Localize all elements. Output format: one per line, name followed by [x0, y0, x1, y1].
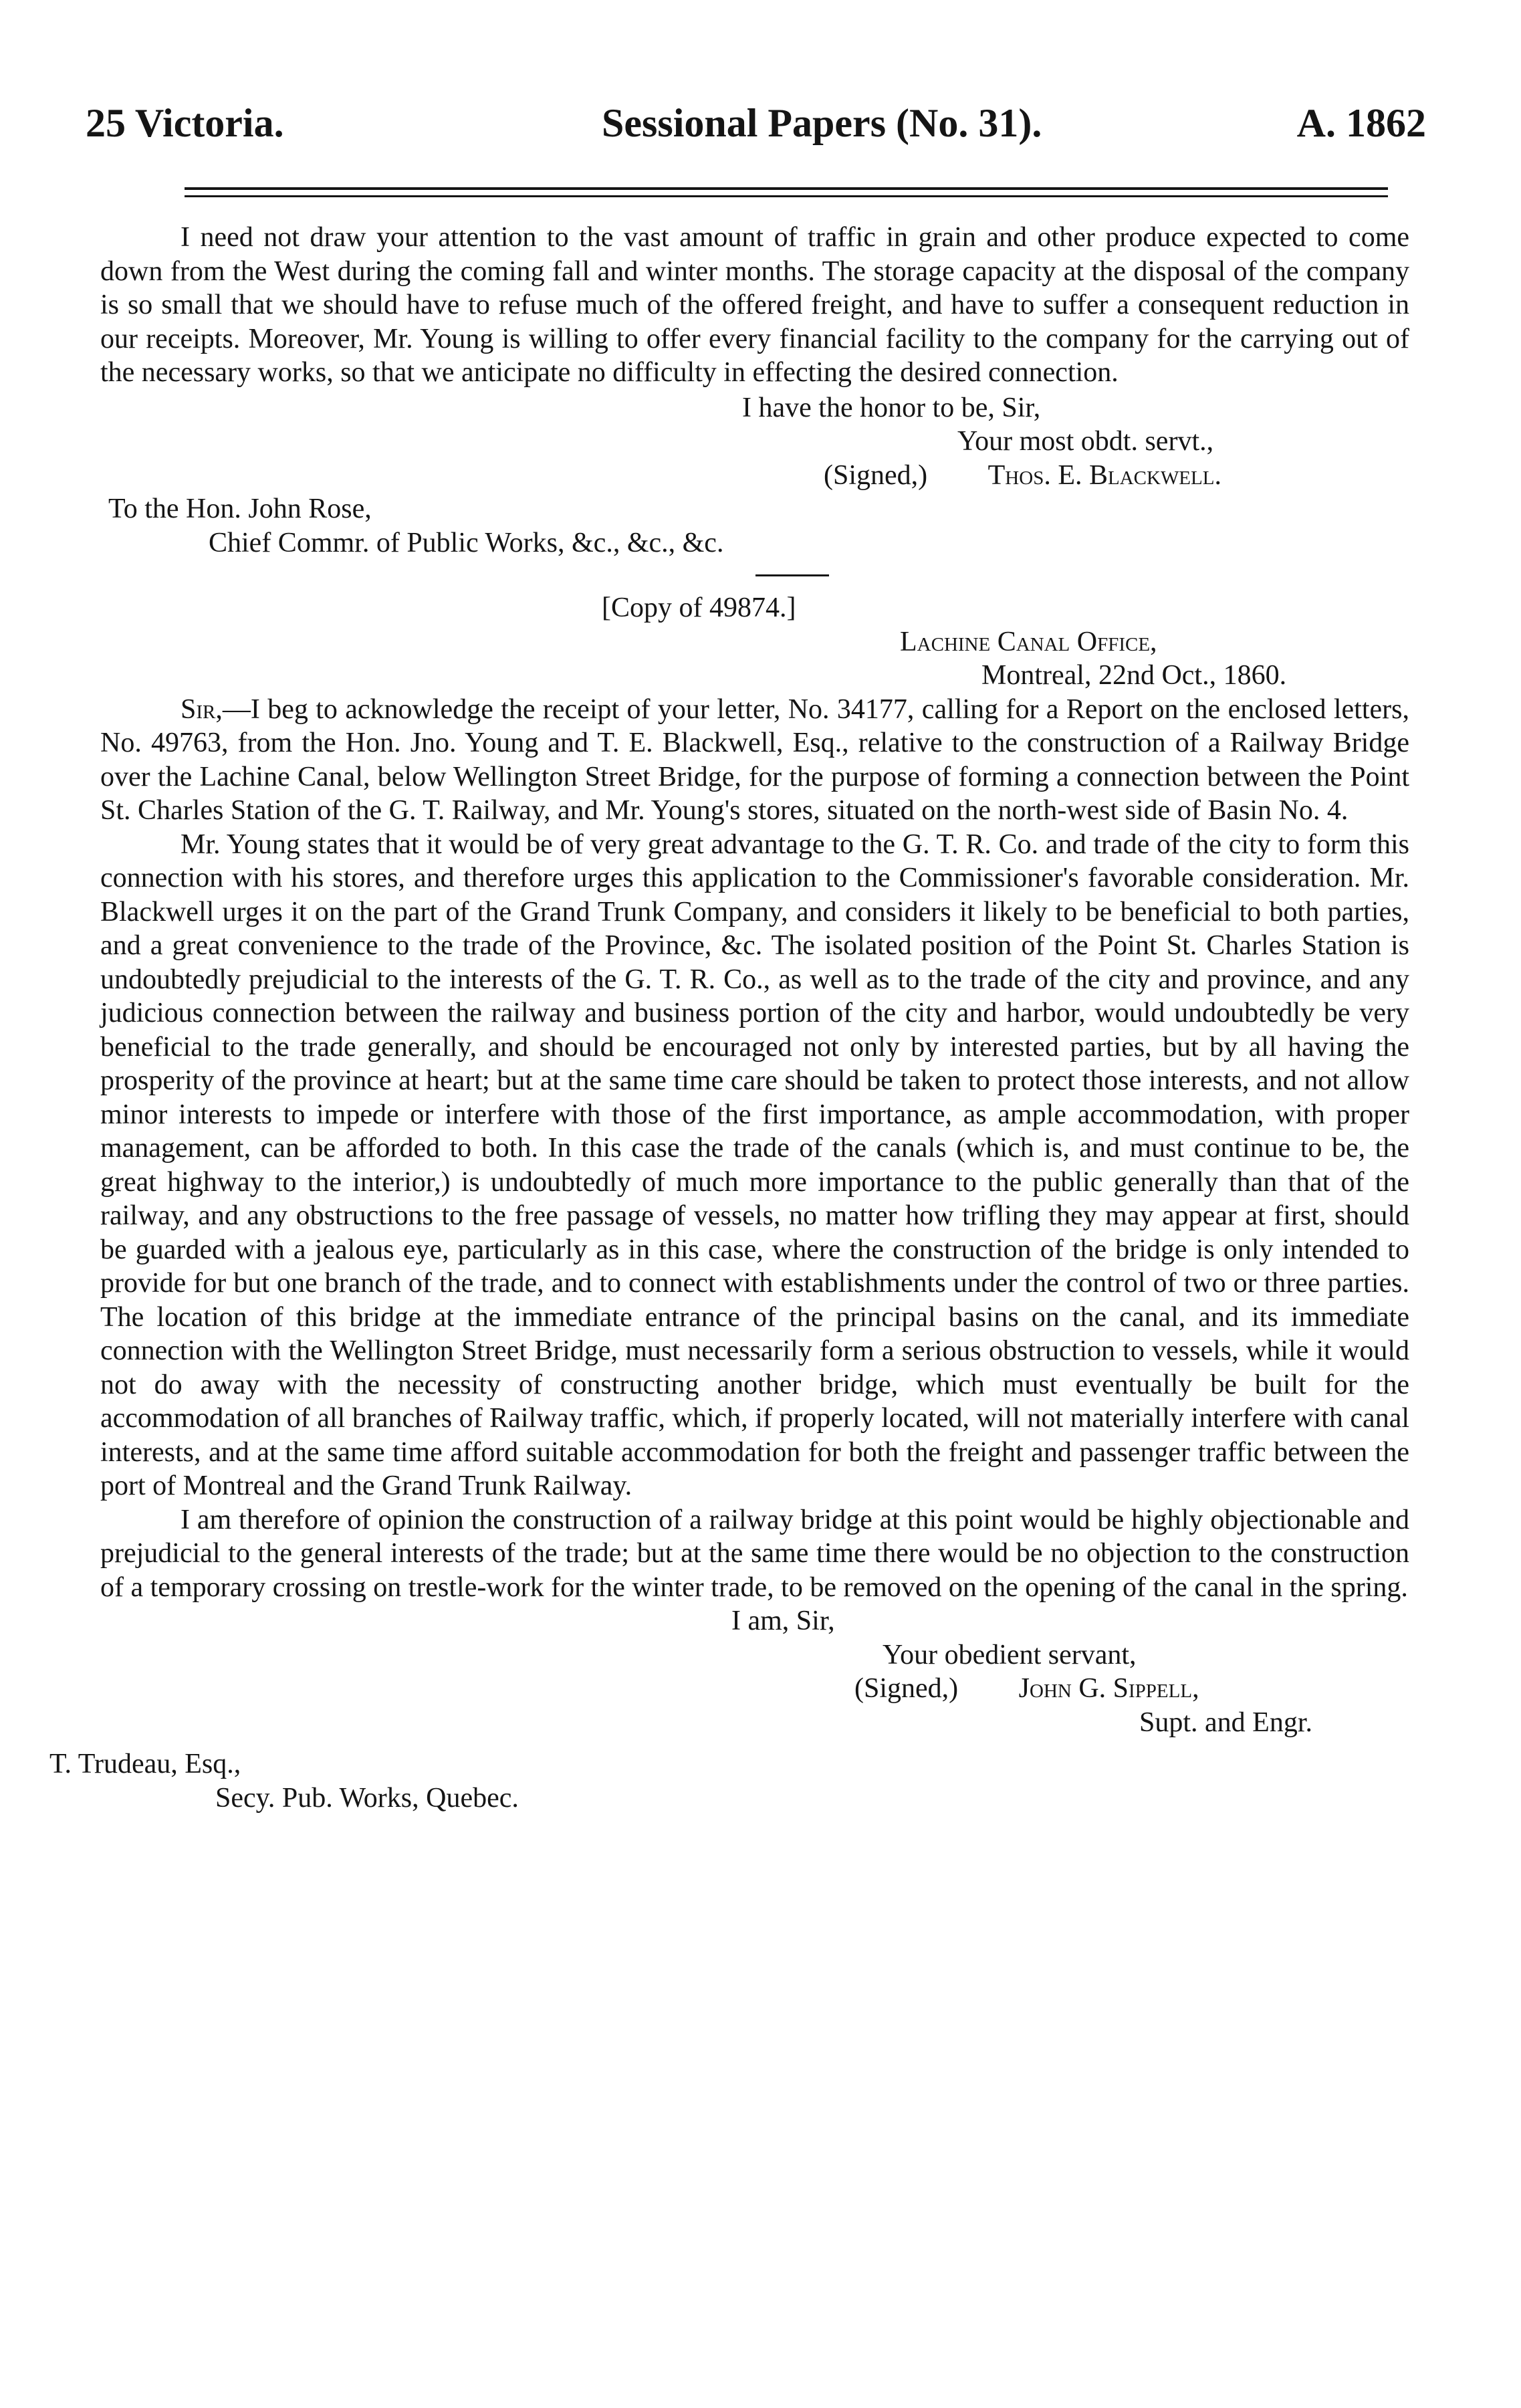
header-rule-top	[185, 187, 1388, 190]
letter2-closing1: I am, Sir,	[731, 1606, 835, 1636]
running-head	[86, 100, 1426, 154]
salutation: Sir,	[181, 693, 223, 725]
letter1-paragraph: I need not draw your attention to the vast amount of traffic in grain and other produce expected to come down from the West during the coming fall and winter months. The storage capacity at the disposal of the company is so small that we should have to refuse much of the offered freight, and have to suffer a consequent reduction in our receipts. Moreover, Mr. Young is willing to offer every financial facility to the company for the carrying out of the necessary works, so that we anticipate no difficulty in effecting the desired connection.	[100, 222, 1409, 388]
letter1-signoff	[100, 391, 1409, 493]
running-head-volume: 25 Victoria.	[86, 101, 284, 145]
letter1-addressee-line1: To the Hon. John Rose,	[108, 494, 372, 524]
letter1-closing: I have the honor to be, Sir,	[742, 392, 1041, 423]
letter2-closing2: Your obedient servant,	[883, 1639, 1137, 1670]
letter2-signed-label: (Signed,)	[854, 1673, 959, 1704]
letter2-signoff	[100, 1604, 1409, 1739]
letter2-paragraph2: Mr. Young states that it would be of very great advantage to the G. T. R. Co. and trade of the city to form this connection with his stores, and therefore urges this application to the Commissioner's favorable consideration. Mr. Blackwell urges it on the part of the Grand Trunk Company, and considers it likely to be beneficial to both parties, and a great convenience to the trade of the Province, &c. The isolated position of the Point St. Charles Station is undoubtedly prejudicial to the interests of the G. T. R. Co., as well as to the trade of the city and province, and any judicious connection between the railway and business portion of the city and harbor, would undoubtedly be very beneficial to the trade generally, and should be encouraged not only by interested parties, but by all having the prosperity of the province at heart; but at the same time care should be taken to protect those interests, and not allow minor interests to impede or interfere with those of the first importance, as ample accommodation, with proper management, can be afforded to both. In this case the trade of the canals (which is, and must continue to be, the great highway to the interior,) is undoubtedly of much more importance to the public generally than that of the railway, and any obstructions to the free passage of vessels, no matter how trifling they may appear at first, should be guarded with a jealous eye, particularly as in this case, where the construction of the bridge is only intended to provide for but one branch of the trade, and to connect with establishments under the control of two or three parties. The location of this bridge at the immediate entrance of the principal basins on the canal, and its immediate connection with the Wellington Street Bridge, must necessarily form a serious obstruction to vessels, while it would not do away with the necessity of constructing another bridge, which must eventually be built for the accommodation of all branches of Railway traffic, which, if properly located, will not materially interfere with canal interests, and at the same time afford suitable accommodation for both the freight and passenger traffic between the port of Montreal and the Grand Trunk Railway.	[100, 829, 1409, 1501]
document-body	[49, 221, 1409, 1815]
letter2-paragraph1-text: —I beg to acknowledge the receipt of your letter, No. 34177, calling for a Report on the enclosed letters, No. 49763, from the Hon. Jno. Young and T. E. Blackwell, Esq., relative to the construction of a Railway Bridge over the Lachine Canal, below Wellington Street Bridge, for the purpose of forming a connection between the Point St. Charles Station of the G. T. Railway, and Mr. Young's stores, situated on the north-west side of Basin No. 4.	[100, 693, 1409, 826]
office-name: Lachine Canal Office,	[900, 626, 1157, 657]
letter2-signer: John G. Sippell,	[1018, 1673, 1199, 1704]
running-head-year: A. 1862	[1296, 101, 1426, 145]
header-rule-bottom	[185, 195, 1388, 197]
letter2-addressee-line1: T. Trudeau, Esq.,	[49, 1749, 241, 1779]
letter2-paragraph3: I am therefore of opinion the construction of a railway bridge at this point would be highly objectionable and prejudicial to the general interests of the trade; but at the same time there would be no objection to the construction of a temporary crossing on trestle-work for the winter trade, to be removed on the opening of the canal in the spring.	[100, 1504, 1409, 1603]
letter2-paragraph1	[100, 693, 1409, 828]
place-date: Montreal, 22nd Oct., 1860.	[981, 660, 1287, 691]
letter2-signer-title: Supt. and Engr.	[1139, 1707, 1312, 1738]
letter1-addressee	[100, 492, 1409, 560]
letter1-closing-line2: Your most obdt. servt.,	[957, 426, 1214, 457]
letter1-signer: Thos. E. Blackwell.	[987, 459, 1221, 491]
letter1-signed-label: (Signed,)	[824, 459, 928, 491]
running-head-title: Sessional Papers (No. 31).	[602, 101, 1042, 145]
letter2-addressee-line2: Secy. Pub. Works, Quebec.	[215, 1782, 519, 1814]
letter2-addressee	[49, 1747, 1409, 1815]
letter2-heading	[100, 591, 1409, 693]
letter1-addressee-line2: Chief Commr. of Public Works, &c., &c., &c.	[209, 527, 724, 558]
copy-reference: [Copy of 49874.]	[602, 592, 796, 623]
section-divider	[755, 574, 829, 576]
